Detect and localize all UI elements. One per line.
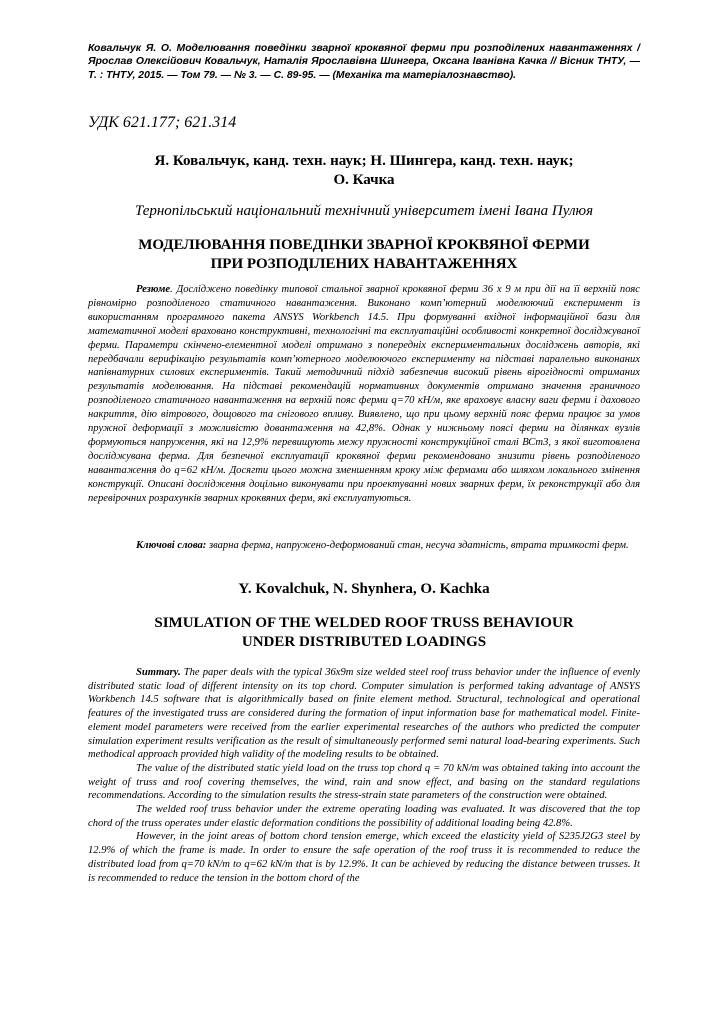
summary-paragraph-3: The welded roof truss behavior under the extreme operating loading was evaluated. It was discovered that the top chord of the truss operates under elastic deformation conditions the possibility of additional loading being 42.8%.	[88, 804, 640, 829]
authors-english: Y. Kovalchuk, N. Shynhera, O. Kachka	[238, 581, 490, 597]
abstract-ukrainian-text: . Досліджено поведінку типової стальної зварної кроквяної ферми 36 х 9 м при дії на її верхній пояс рівномірно розподіленого статичного навантаження. Виконано комп’ютерний моделюючий експеримент із використанням програмного пакета ANSYS Workbench 14.5. При формуванні вхідної інформаційної бази для математичної моделі враховано конструктивні, технологічні та експлуатаційні особливості конкретної досліджуваної ферми. Параметри скінчено-елементної моделі отримано з попередніх експериментальних досліджень авторів, які передбачали верифікацію результатів комп’ютерного моделюючого експерименту на підставі паралельно виконаних напівнатурних силових експериментів. Такий методичний підхід забезпечив високий рівень вірогідності отриманих результатів моделювання. На підставі рекомендацій нормативних документів отримано значення граничного розподіленого статичного навантаження на верхній пояс ферми q=70 кН/м, яке враховує власну ваги ферми і дахового накриття, дію вітрового, дощового та снігового впливу. Виявлено, що при цьому верхній пояс ферми працює за умов пружної деформації з можливістю довантаження на 42,8%. Однак у нижньому поясі ферми на ділянках вузлів формуються напруження, які на 12,9% перевищують межу пружності конструкційної сталі ВСт3, з якої виготовлена досліджувана ферма. Для безпечної експлуатації кроквяної ферми рекомендовано знизити рівень розподіленого навантаження до q=62 кН/м. Досягти цього можна зменшенням кроку між фермами або шляхом локального змінення конструкції. Описані дослідження доцільно виконувати при проектуванні нових зварних ферм, їх реконструкції або для перевірочних розрахунків зварних кроквяних ферм, які експлуатуються.	[88, 284, 640, 504]
udk-code: УДК 621.177; 621.314	[88, 114, 237, 131]
summary-english	[88, 666, 640, 885]
keywords-ukrainian-label: Ключові слова:	[136, 540, 207, 551]
summary-paragraph-4: However, in the joint areas of bottom chord tension emerge, which exceed the elasticity yield of S235J2G3 steel by 12.9% of which the frame is made. In order to ensure the safe operation of the roof truss it is recommended to reduce the distributed load from q=70 kN/m to q=62 kN/m that is by 12.9%. It can be achieved by reducing the distance between trusses. It is recommended to reduce the tension in the bottom chord of the	[88, 831, 640, 884]
title-english-line-2: UNDER DISTRIBUTED LOADINGS	[241, 634, 487, 650]
summary-paragraph-1	[88, 666, 640, 762]
title-ukrainian-line-1: МОДЕЛЮВАННЯ ПОВЕДІНКИ ЗВАРНОЇ КРОКВЯНОЇ ФЕРМИ	[138, 237, 590, 253]
title-english	[88, 614, 640, 652]
keywords-ukrainian-text: зварна ферма, напружено-деформований стан, несуча здатність, втрата тримкості ферм.	[206, 540, 629, 551]
summary-label: Summary.	[136, 667, 181, 678]
abstract-ukrainian-label: Резюме	[136, 284, 171, 295]
authors-ukrainian-line-2: О. Качка	[333, 172, 395, 188]
keywords-ukrainian	[88, 539, 640, 553]
authors-ukrainian-line-1: Я. Ковальчук, канд. техн. наук; Н. Шингера, канд. техн. наук;	[154, 153, 574, 169]
summary-paragraph-2: The value of the distributed static yield load on the truss top chord q = 70 kN/m was obtained taking into account the weight of truss and roof covering themselves, the wind, rain and snow effect, and basing on the standard regulations recommendations. According to the simulation results the stress-strain state parameters of the construction were obtained.	[88, 762, 640, 802]
title-ukrainian	[88, 236, 640, 274]
citation-reference: Ковальчук Я. О. Моделювання поведінки зварної кроквяної ферми при розподілених навантаженнях / Ярослав Олексійович Ковальчук, Наталія Ярославівна Шингера, Оксана Іванівна Качка // Вісник ТНТУ, — Т. : ТНТУ, 2015. — Том 79. — № 3. — С. 89-95. — (Механіка та матеріалознавство).	[88, 43, 640, 81]
abstract-ukrainian	[88, 283, 640, 506]
authors-ukrainian	[88, 152, 640, 190]
title-english-line-1: SIMULATION OF THE WELDED ROOF TRUSS BEHAVIOUR	[154, 615, 574, 631]
title-ukrainian-line-2: ПРИ РОЗПОДІЛЕНИХ НАВАНТАЖЕННЯХ	[210, 256, 518, 272]
summary-paragraph-1-text: The paper deals with the typical 36x9m size welded steel roof truss behavior under the influence of evenly distributed static load of different intensity on its top chord. Computer simulation is performed taking advantage of ANSYS Workbench 14.5 software that is algorithmically based on finite element method. Structural, technological and operational features of the investigated truss are considered during the formation of input information base for mathematical model. Finite-element model parameters were received from the earlier experimental researches of the authors who predicted the computer simulation experiment results verification as the result of simultaneously performed semi natural load-bearing experiments. Such methodical approach provided high validity of the modeling results to be obtained.	[88, 667, 640, 761]
affiliation: Тернопільський національний технічний університет імені Івана Пулюя	[134, 203, 594, 219]
